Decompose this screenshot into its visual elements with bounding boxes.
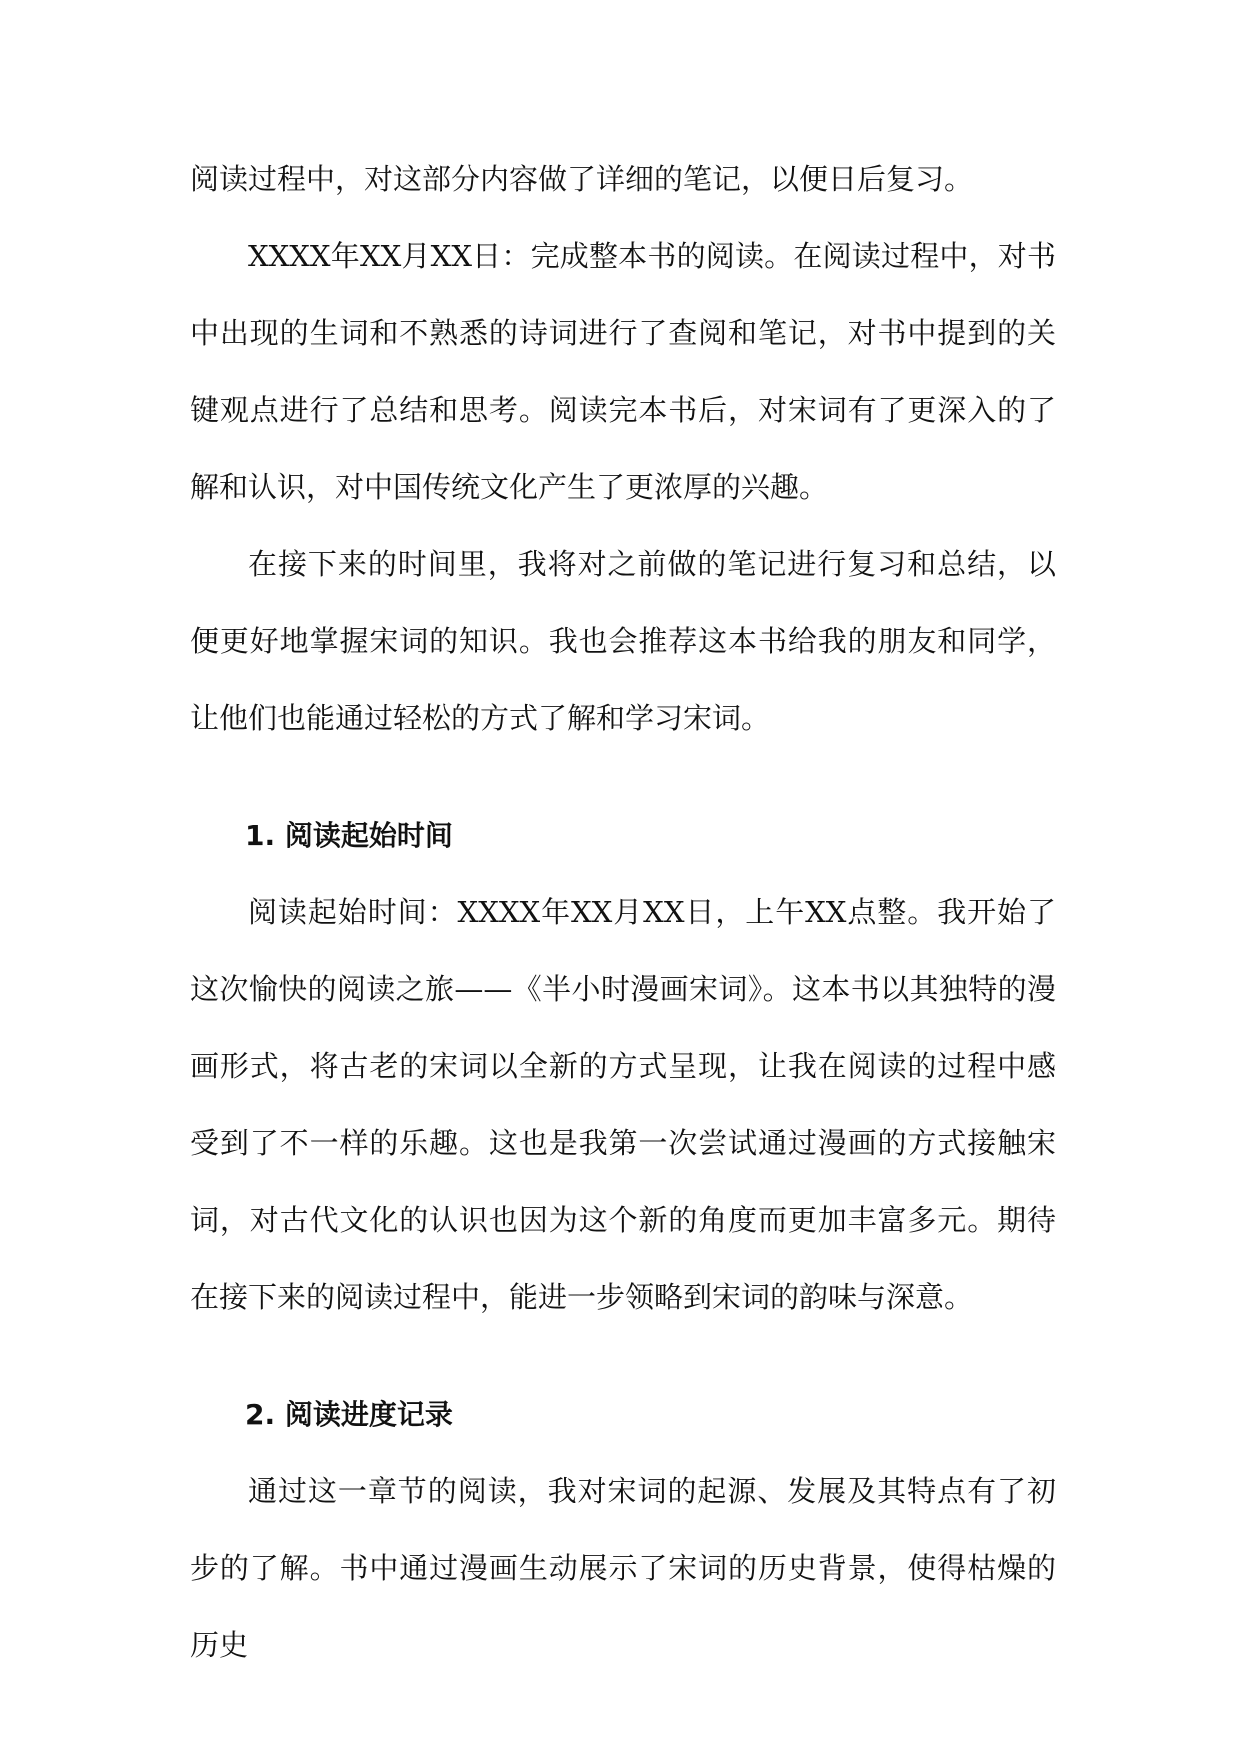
paragraph-progress: 通过这一章节的阅读，我对宋词的起源、发展及其特点有了初步的了解。书中通过漫画生动展示了宋词的历史背景，使得枯燥的历史: [190, 1474, 1056, 1662]
paragraph-reading-complete: XXXX年XX月XX日：完成整本书的阅读。在阅读过程中，对书中出现的生词和不熟悉的诗词进行了查阅和笔记，对书中提到的关键观点进行了总结和思考。阅读完本书后，对宋词有了更深入的了解和认识，对中国传统文化产生了更浓厚的兴趣。: [190, 239, 1056, 504]
paragraph-next-steps: 在接下来的时间里，我将对之前做的笔记进行复习和总结，以便更好地掌握宋词的知识。我也会推荐这本书给我的朋友和同学，让他们也能通过轻松的方式了解和学习宋词。: [190, 547, 1056, 735]
section-gap: [190, 1336, 1056, 1376]
section-heading-progress: 2. 阅读进度记录: [245, 1398, 453, 1431]
paragraph-start-time: 阅读起始时间：XXXX年XX月XX日，上午XX点整。我开始了这次愉快的阅读之旅——《半小时漫画宋词》。这本书以其独特的漫画形式，将古老的宋词以全新的方式呈现，让我在阅读的过程中感受到了不一样的乐趣。这也是我第一次尝试通过漫画的方式接触宋词，对古代文化的认识也因为这个新的角度而更加丰富多元。期待在接下来的阅读过程中，能进一步领略到宋词的韵味与深意。: [190, 895, 1056, 1314]
document-page: [190, 141, 1056, 1684]
paragraph-continued: 阅读过程中，对这部分内容做了详细的笔记，以便日后复习。: [190, 162, 974, 196]
section-heading-start-time: 1. 阅读起始时间: [245, 819, 453, 852]
section-gap: [190, 757, 1056, 797]
